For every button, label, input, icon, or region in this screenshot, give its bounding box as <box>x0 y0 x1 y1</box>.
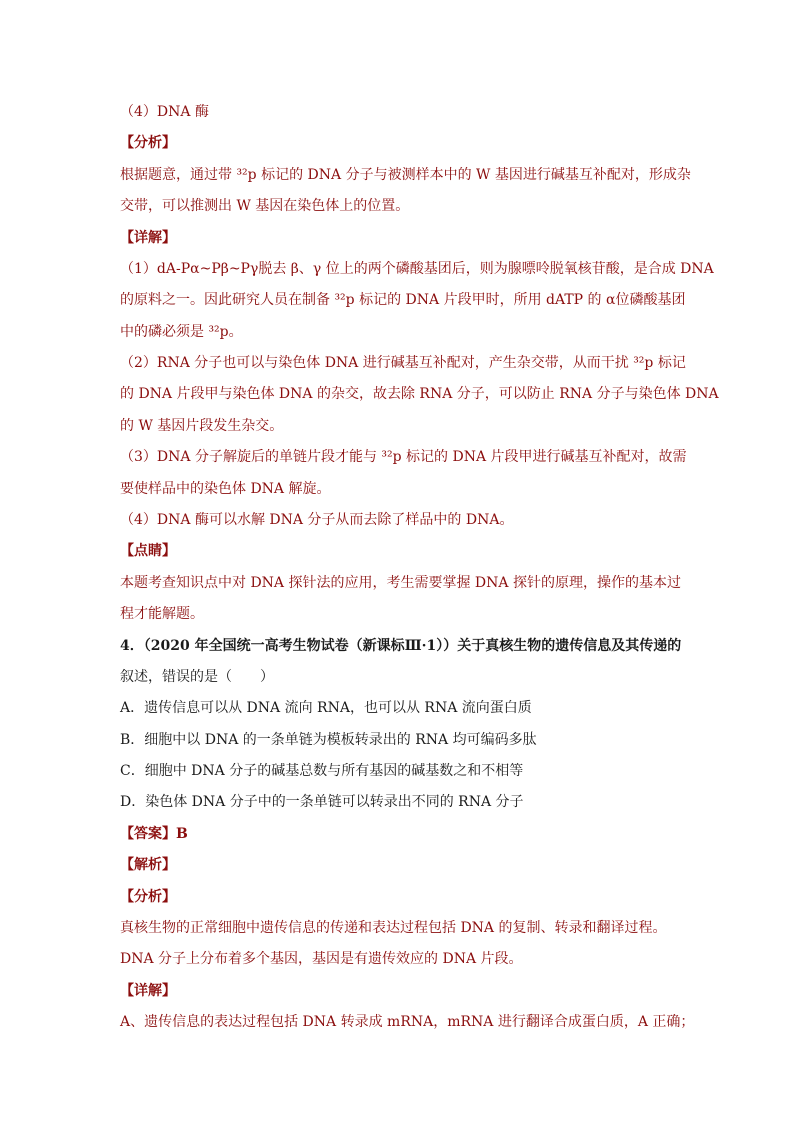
analysis-text: 根据题意，通过带 ³²p 标记的 DNA 分子与被测样本中的 W 基因进行碱基互补配对，形成杂 <box>120 167 691 183</box>
analysis-heading: 【分析】 <box>120 889 176 905</box>
analysis-text: DNA 分子上分布着多个基因，基因是有遗传效应的 DNA 片段。 <box>120 951 523 967</box>
question-stem: 4．（2020 年全国统一高考生物试卷（新课标Ⅲ·1））关于真核生物的遗传信息及其传递的 <box>120 638 682 654</box>
analysis-heading: 【分析】 <box>120 135 176 151</box>
comment-text: 本题考查知识点中对 DNA 探针法的应用，考生需要掌握 DNA 探针的原理，操作的基本过 <box>120 575 681 591</box>
answer-line-4: （4）DNA 酶 <box>120 104 209 120</box>
detail-text: 的 DNA 片段甲与染色体 DNA 的杂交，故去除 RNA 分子，可以防止 RNA 分子与染色体 DNA <box>120 386 719 402</box>
option-c: C．细胞中 DNA 分子的碱基总数与所有基因的碱基数之和不相等 <box>120 763 524 779</box>
analysis-text: 真核生物的正常细胞中遗传信息的传递和表达过程包括 DNA 的复制、转录和翻译过程。 <box>120 920 667 936</box>
detail-heading: 【详解】 <box>120 230 176 246</box>
option-b: B．细胞中以 DNA 的一条单链为模板转录出的 RNA 均可编码多肽 <box>120 732 537 748</box>
question-stem: 叙述，错误的是（ ） <box>120 669 274 685</box>
detail-text: A、遗传信息的表达过程包括 DNA 转录成 mRNA，mRNA 进行翻译合成蛋白质，A 正确； <box>120 1014 695 1030</box>
detail-text: （3）DNA 分子解旋后的单链片段才能与 ³²p 标记的 DNA 片段甲进行碱基互补配对，故需 <box>120 449 687 465</box>
option-a: A．遗传信息可以从 DNA 流向 RNA，也可以从 RNA 流向蛋白质 <box>120 700 532 716</box>
detail-text: 要使样品中的染色体 DNA 解旋。 <box>120 481 331 497</box>
detail-text: （4）DNA 酶可以水解 DNA 分子从而去除了样品中的 DNA。 <box>120 512 514 528</box>
analysis-text: 交带，可以推测出 W 基因在染色体上的位置。 <box>120 198 410 214</box>
detail-text: （2）RNA 分子也可以与染色体 DNA 进行碱基互补配对，产生杂交带，从而干扰 ³²p 标记 <box>120 355 686 371</box>
detail-heading: 【详解】 <box>120 983 176 999</box>
detail-text: 的 W 基因片段发生杂交。 <box>120 418 284 434</box>
detail-text: 的原料之一。因此研究人员在制备 ³²p 标记的 DNA 片段甲时，所用 dATP 的 α位磷酸基团 <box>120 292 686 308</box>
comment-text: 程才能解题。 <box>120 606 204 622</box>
option-d: D．染色体 DNA 分子中的一条单链可以转录出不同的 RNA 分子 <box>120 794 524 810</box>
answer-heading: 【答案】B <box>120 826 188 842</box>
explanation-heading: 【解析】 <box>120 857 176 873</box>
detail-text: 中的磷必须是 ³²p。 <box>120 324 243 340</box>
comment-heading: 【点睛】 <box>120 543 176 559</box>
detail-text: （1）dA-Pα~Pβ~Pγ脱去 β、γ 位上的两个磷酸基团后，则为腺嘌呤脱氧核苷酸，是合成 DNA <box>120 261 714 277</box>
